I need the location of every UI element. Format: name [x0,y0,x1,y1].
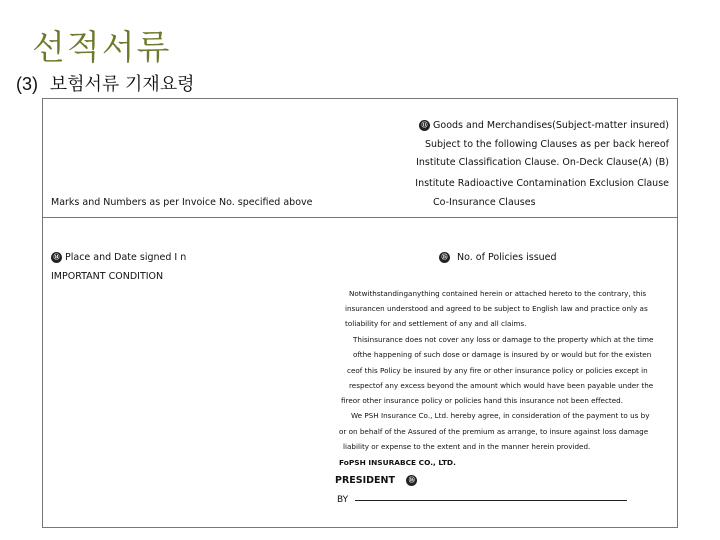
marks-label: Marks and Numbers as per Invoice No. specified above [51,197,313,208]
condition-line-9: We PSH Insurance Co., Ltd. hereby agree, in consideration of the payment to us by [351,411,650,420]
circled-number-16-icon: ⑯ [406,475,417,486]
goods-line-1: ⑪ Goods and Merchandises(Subject-matter insured) [419,120,669,131]
company-name: FoPSH INSURABCE CO., LTD. [339,458,456,467]
section-heading [16,70,195,96]
by-label: BY [337,495,349,505]
circled-number-14-icon: ⑭ [51,252,62,263]
condition-line-3: toliability for and settlement of any and all claims. [345,319,527,328]
divider [43,217,677,218]
goods-line-2: Subject to the following Clauses as per back hereof [424,139,669,150]
condition-line-4: Thisinsurance does not cover any loss or damage to the property which at the time [353,335,654,344]
circled-number-15-icon: ⑮ [439,252,450,263]
section-number: (3) [16,74,38,94]
goods-line-4: Institute Radioactive Contamination Exclusion Clause [415,178,669,189]
condition-line-1: Notwithstandinganything contained herein or attached hereto to the contrary, this [349,289,647,298]
president-signature: PRESIDENT ⑯ [335,475,420,486]
place-date-label: ⑭ Place and Date signed I n [51,252,186,263]
condition-line-11: liability or expense to the extent and in the manner herein provided. [343,442,591,451]
condition-line-6: ceof this Policy be insured by any fire or other insurance policy or policies except in [347,366,648,375]
circled-number-11-icon: ⑪ [419,120,430,131]
condition-line-8: fireor other insurance policy or policies hand this insurance not been effected. [341,396,624,405]
goods-line-3: Institute Classification Clause. On-Deck Clause(A) (B) [416,157,669,168]
policies-label: ⑮ No. of Policies issued [439,252,557,263]
page-title: 선적서류 [32,28,172,68]
condition-line-10: or on behalf of the Assured of the premium as arrange, to insure against loss damage [339,427,649,436]
goods-line-5: Co-Insurance Clauses [433,197,536,208]
section-text: 보험서류 기재요령 [49,74,195,95]
condition-line-5: ofthe happening of such dose or damage is insured by or would but for the existen [353,350,652,359]
condition-line-2: insurancen understood and agreed to be subject to English law and practice only as [345,304,648,313]
important-condition-heading: IMPORTANT CONDITION [51,271,164,282]
condition-line-7: respectof any excess beyond the amount which would have been payable under the [349,381,654,390]
insurance-document [42,98,678,528]
signature-line [355,500,627,501]
